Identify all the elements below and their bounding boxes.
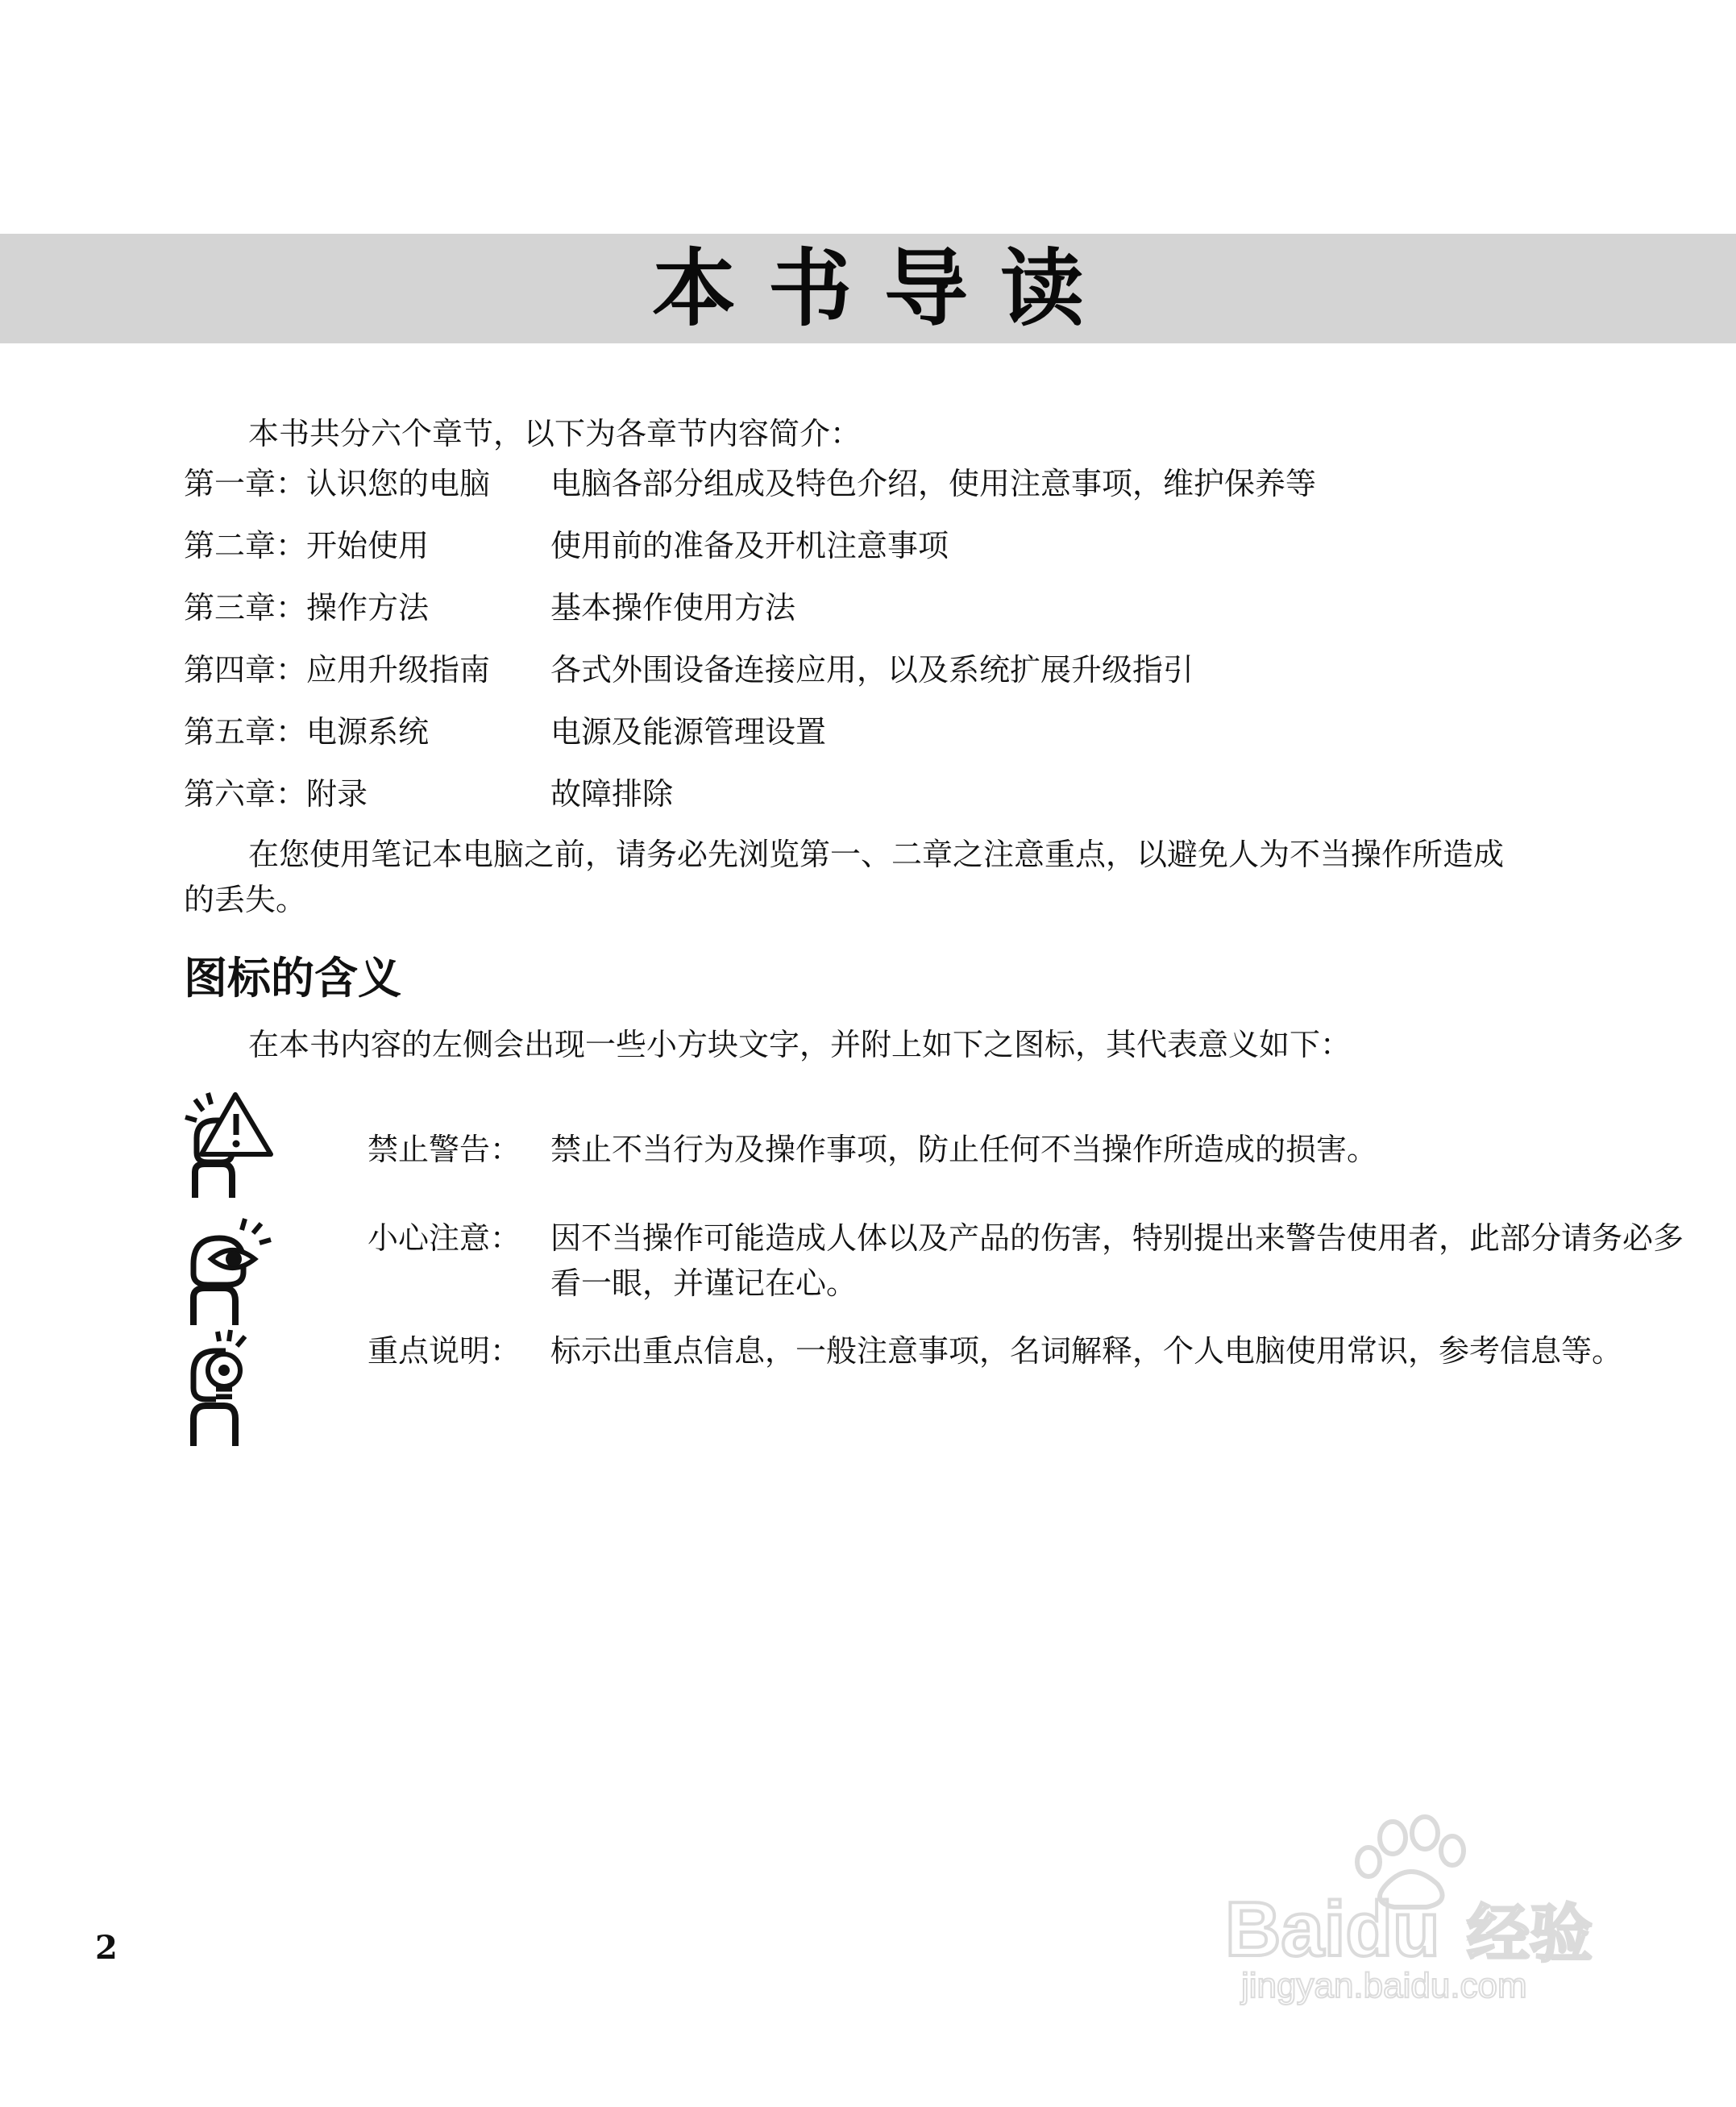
page-title: 本书导读 <box>651 239 1116 338</box>
svg-text:Baidu: Baidu <box>1225 1886 1440 1972</box>
svg-text:经验: 经验 <box>1467 1898 1593 1971</box>
icon-label: 重点说明： <box>368 1333 521 1369</box>
chapter-title: 第五章：电源系统 <box>184 714 430 750</box>
chapter-title: 第三章：操作方法 <box>184 590 430 625</box>
warning-person-icon <box>184 1088 274 1201</box>
title-band <box>0 234 1736 343</box>
chapter-desc: 各式外围设备连接应用，以及系统扩展升级指引 <box>550 652 1194 688</box>
eye-person-icon <box>184 1216 274 1328</box>
intro-text: 本书共分六个章节，以下为各章节内容简介： <box>248 416 862 451</box>
chapter-title: 第一章：认识您的电脑 <box>184 466 491 501</box>
icons-intro-text: 在本书内容的左侧会出现一些小方块文字，并附上如下之图标，其代表意义如下： <box>248 1027 1352 1062</box>
icon-desc: 禁止不当行为及操作事项，防止任何不当操作所造成的损害。 <box>550 1132 1378 1167</box>
icon-desc: 因不当操作可能造成人体以及产品的伤害，特别提出来警告使用者，此部分请务必多看一眼，并谨记在心。 <box>550 1220 1684 1301</box>
page-number: 2 <box>95 1929 118 1967</box>
svg-text:jingyan.baidu.com: jingyan.baidu.com <box>1241 1966 1527 2005</box>
icon-desc: 标示出重点信息，一般注意事项，名词解释，个人电脑使用常识，参考信息等。 <box>550 1333 1623 1369</box>
icon-label: 小心注意： <box>368 1220 521 1256</box>
chapter-title: 第四章：应用升级指南 <box>184 652 491 688</box>
baidu-watermark-logo <box>1209 1814 1660 2007</box>
lightbulb-person-icon <box>184 1328 274 1441</box>
chapter-title: 第六章：附录 <box>184 776 368 812</box>
note-paragraph: 在您使用笔记本电脑之前，请务必先浏览第一、二章之注意重点，以避免人为不当操作所造成的丢失。 <box>184 837 1505 917</box>
chapter-desc: 电脑各部分组成及特色介绍，使用注意事项，维护保养等 <box>550 466 1317 501</box>
chapter-desc: 基本操作使用方法 <box>550 590 796 625</box>
chapter-desc: 故障排除 <box>550 776 674 812</box>
chapter-title: 第二章：开始使用 <box>184 528 430 563</box>
chapter-desc: 电源及能源管理设置 <box>550 714 827 750</box>
icon-label: 禁止警告： <box>368 1132 521 1167</box>
section-heading: 图标的含义 <box>184 953 401 1004</box>
chapter-desc: 使用前的准备及开机注意事项 <box>550 528 949 563</box>
